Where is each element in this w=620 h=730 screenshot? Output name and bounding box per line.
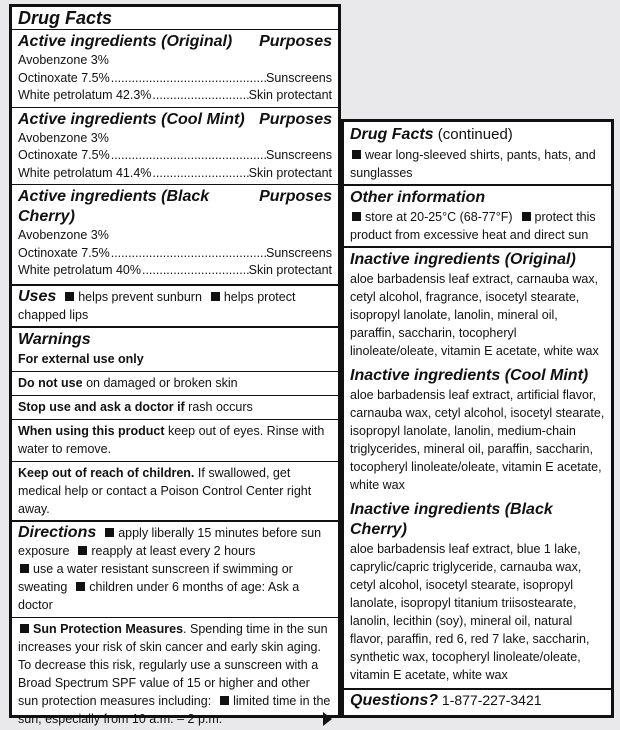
ingredient-row: Octinoxate 7.5% ..... Sunscreens xyxy=(18,147,332,165)
ingredient-line: Avobenzone 3% xyxy=(18,130,109,145)
active-black-cherry xyxy=(12,184,338,282)
bullet-icon xyxy=(220,696,229,705)
ingredient-line: Avobenzone 3% xyxy=(18,53,109,67)
warnings-heading: Warnings xyxy=(18,330,91,348)
sun-protection-measures: Sun Protection Measures. Spending time in the sun increases your risk of skin cancer and early skin aging. To decrease this risk, regularly use a sunscreen with a Broad Spectrum SPF value of 15 or higher and other sun protection measures including: limited time in the sun, especially from 10 a.m. – 2 p.m. xyxy=(12,617,338,728)
inactive-list-cool-mint: aloe barbadensis leaf extract, artificial flavor, carnauba wax, cetyl alcohol, isocetyl stearate, isopropyl lanolate, lanolin, medium-chain triglycerides, mineral oil, paraffin, saccharin, tocopheryl linoleate/oleate, vitamin E acetate, white wax xyxy=(350,388,605,492)
other-information-section: Other information store at 20-25°C (68-77°F) protect this product from excessive heat and direct sun xyxy=(344,184,611,246)
uses-section: Uses helps prevent sunburn helps protect chapped lips xyxy=(12,284,338,326)
active-heading-cool-mint: Active ingredients (Cool Mint) xyxy=(18,110,245,128)
drug-facts-title: Drug Facts xyxy=(18,8,113,28)
phone-number: 1-877-227-3421 xyxy=(438,692,542,708)
active-original xyxy=(12,29,338,107)
inactive-list-black-cherry: aloe barbadensis leaf extract, blue 1 lake, caprylic/capric triglyceride, carnauba wax, cetyl alcohol, isocetyl stearate, isopropyl lanolate, isopropyl titanium triisostearate, lanolin, lecithin (soy), mineral oil, natural flavor, paraffin, red 6, red 7 lake, saccharin, synthetic wax, tocopheryl linoleate/oleate, vitamin E acetate, white wax xyxy=(350,542,590,682)
bullet-icon xyxy=(211,292,220,301)
drug-facts-panel xyxy=(9,4,341,726)
bullet-icon xyxy=(352,150,361,159)
inactive-heading-cool-mint: Inactive ingredients (Cool Mint) xyxy=(350,367,589,384)
bullet-icon xyxy=(76,582,85,591)
uses-heading: Uses xyxy=(18,287,57,305)
other-information-heading: Other information xyxy=(350,189,486,206)
external-use: For external use only xyxy=(18,351,144,366)
ingredient-row: White petrolatum 42.3% ..... Skin protectant xyxy=(18,87,332,105)
do-not-use: Do not use on damaged or broken skin xyxy=(12,371,338,392)
bullet-icon xyxy=(20,624,29,633)
continue-arrow-icon xyxy=(323,712,332,726)
questions-section xyxy=(344,688,611,715)
continued-heading: Drug Facts xyxy=(350,126,434,143)
purposes-heading: Purposes xyxy=(259,110,332,128)
continued-section: Drug Facts (continued) wear long-sleeved shirts, pants, hats, and sunglasses xyxy=(350,126,596,180)
inactive-heading-original: Inactive ingredients (Original) xyxy=(350,251,576,268)
active-heading-black-cherry: Active ingredients (Black Cherry) xyxy=(18,188,210,225)
bullet-icon xyxy=(20,564,29,573)
bullet-icon xyxy=(78,546,87,555)
ingredient-row: White petrolatum 40% ..... Skin protectant xyxy=(18,262,332,280)
continued-suffix: (continued) xyxy=(433,126,513,143)
questions-heading: Questions? xyxy=(350,692,439,709)
inactive-heading-black-cherry: Inactive ingredients (Black Cherry) xyxy=(350,501,553,538)
inactive-list-original: aloe barbadensis leaf extract, carnauba wax, cetyl alcohol, fragrance, isocetyl stearate, isopropyl lanolate, lanolin, mineral oil, paraffin, saccharin, tocopheryl linoleate/oleate, vitamin E acetate, white wax xyxy=(350,272,599,358)
inactive-ingredients-section xyxy=(344,246,611,686)
active-cool-mint xyxy=(12,107,338,185)
purposes-heading: Purposes xyxy=(259,33,332,50)
bullet-icon xyxy=(522,212,531,221)
purposes-heading: Purposes xyxy=(259,188,332,205)
when-using: When using this product keep out of eyes. Rinse with water to remove. xyxy=(12,419,338,458)
directions-heading: Directions xyxy=(18,523,97,541)
active-heading-original: Active ingredients (Original) xyxy=(18,33,233,50)
active-ingredients-section xyxy=(12,7,338,284)
ingredient-row: Octinoxate 7.5% ..... Sunscreens xyxy=(18,245,332,263)
keep-out-of-reach: Keep out of reach of children. If swallowed, get medical help or contact a Poison Control Center right away. xyxy=(12,461,338,518)
bullet-icon xyxy=(352,212,361,221)
stop-use: Stop use and ask a doctor if rash occurs xyxy=(12,395,338,416)
bullet-icon xyxy=(105,528,114,537)
directions-section: Directions apply liberally 15 minutes before sun exposure reapply at least every 2 hours use a water resistant sunscreen if swimming or sweating children under 6 months of age: Ask a doctor Sun Protection Measures. Spending time in the sun increases your risk of skin cancer and early skin aging. To decrease this risk, regularly use a sunscreen with a Broad Spectrum SPF value of 15 or higher and other sun protection measures including: limited time in the sun, especially from 10 a.m. – 2 p.m. xyxy=(12,520,338,730)
warnings-section xyxy=(12,326,338,520)
bullet-icon xyxy=(65,292,74,301)
ingredient-row: White petrolatum 41.4% ..... Skin protectant xyxy=(18,165,332,183)
drug-facts-continued-panel xyxy=(341,119,614,718)
ingredient-line: Avobenzone 3% xyxy=(18,228,109,242)
ingredient-row: Octinoxate 7.5% ..... Sunscreens xyxy=(18,70,332,88)
